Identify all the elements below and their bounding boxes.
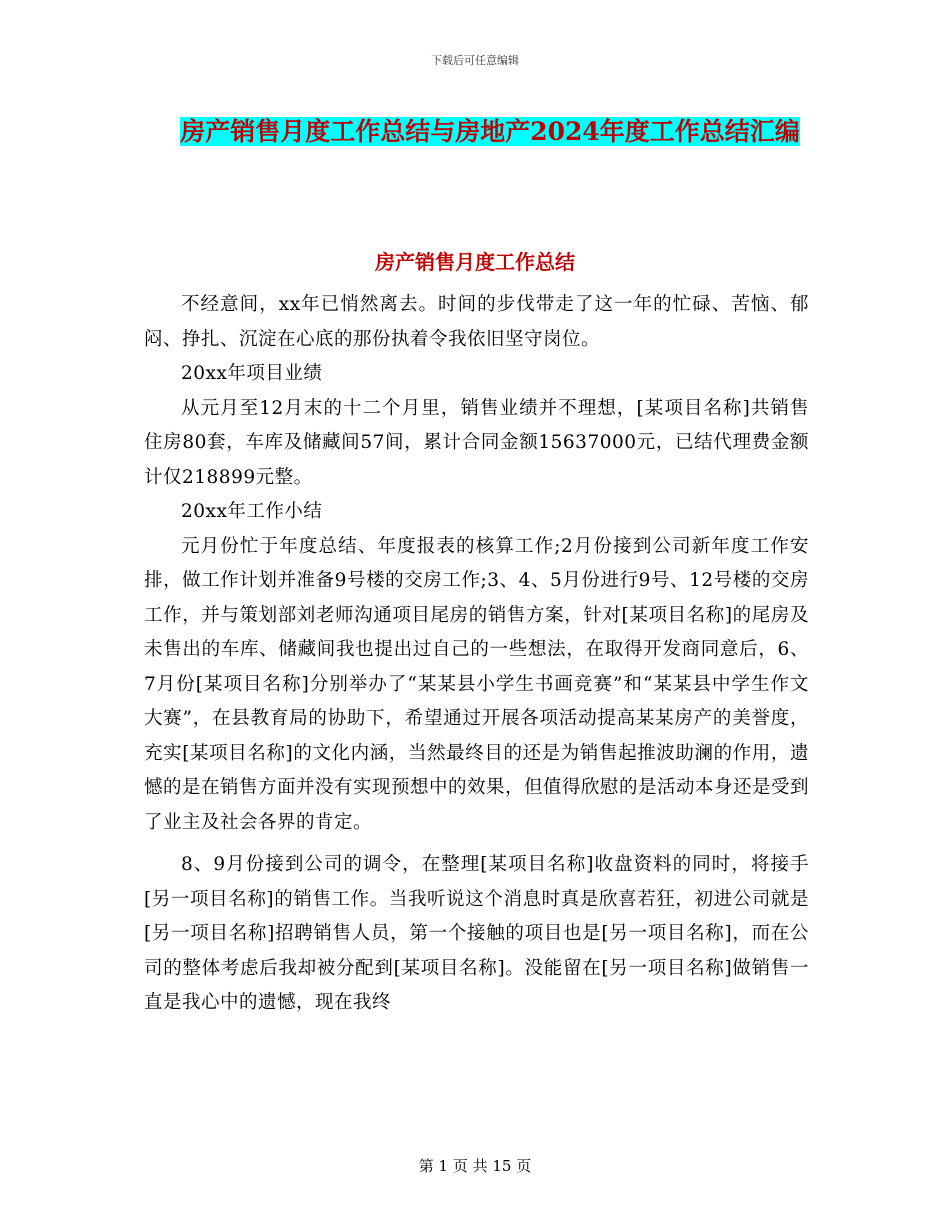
paragraph-transfer: 8、9月份接到公司的调令，在整理[某项目名称]收盘资料的同时，将接手[另一项目名称]的销售工作。当我听说这个消息时真是欣喜若狂，初进公司就是[另一项目名称]招聘销售人员，第一个接触的项目也是[另一项目名称]，而在公司的整体考虑后我却被分配到[某项目名称]。没能留在[另一项目名称]做销售一直是我心中的遗憾，现在我终: [144, 854, 809, 1013]
document-title-text: 房产销售月度工作总结与房地产2024年度工作总结汇编: [180, 117, 800, 146]
paragraph-performance: 从元月至12月末的十二个月里，销售业绩并不理想，[某项目名称]共销售住房80套，车库及储藏间57间，累计合同金额15637000元，已结代理费金额计仅218899元整。: [144, 397, 809, 488]
header-note: 下载后可任意编辑: [431, 54, 519, 67]
heading-work-summary: 20xx年工作小结: [181, 501, 323, 522]
heading-project-performance: 20xx年项目业绩: [181, 363, 323, 384]
page-number: 第 1 页 共 15 页: [418, 1157, 532, 1175]
document-title: [140, 110, 840, 154]
paragraph-intro: 不经意间，xx年已悄然离去。时间的步伐带走了这一年的忙碌、苦恼、郁闷、挣扎、沉淀在心底的那份执着令我依旧坚守岗位。: [144, 294, 809, 350]
section-title: 房产销售月度工作总结: [375, 250, 575, 274]
paragraph-work-summary: 元月份忙于年度总结、年度报表的核算工作;2月份接到公司新年度工作安排，做工作计划并准备9号楼的交房工作;3、4、5月份进行9号、12号楼的交房工作，并与策划部刘老师沟通项目尾房的销售方案，针对[某项目名称]的尾房及未售出的车库、储藏间我也提出过自己的一些想法，在取得开发商同意后，6、7月份[某项目名称]分别举办了“某某县小学生书画竞赛”和“某某县中学生作文大赛”，在县教育局的协助下，希望通过开展各项活动提高某某房产的美誉度，充实[某项目名称]的文化内涵，当然最终目的还是为销售起推波助澜的作用，遗憾的是在销售方面并没有实现预想中的效果，但值得欣慰的是活动本身还是受到了业主及社会各界的肯定。: [144, 535, 810, 833]
document-body: [144, 288, 809, 1021]
